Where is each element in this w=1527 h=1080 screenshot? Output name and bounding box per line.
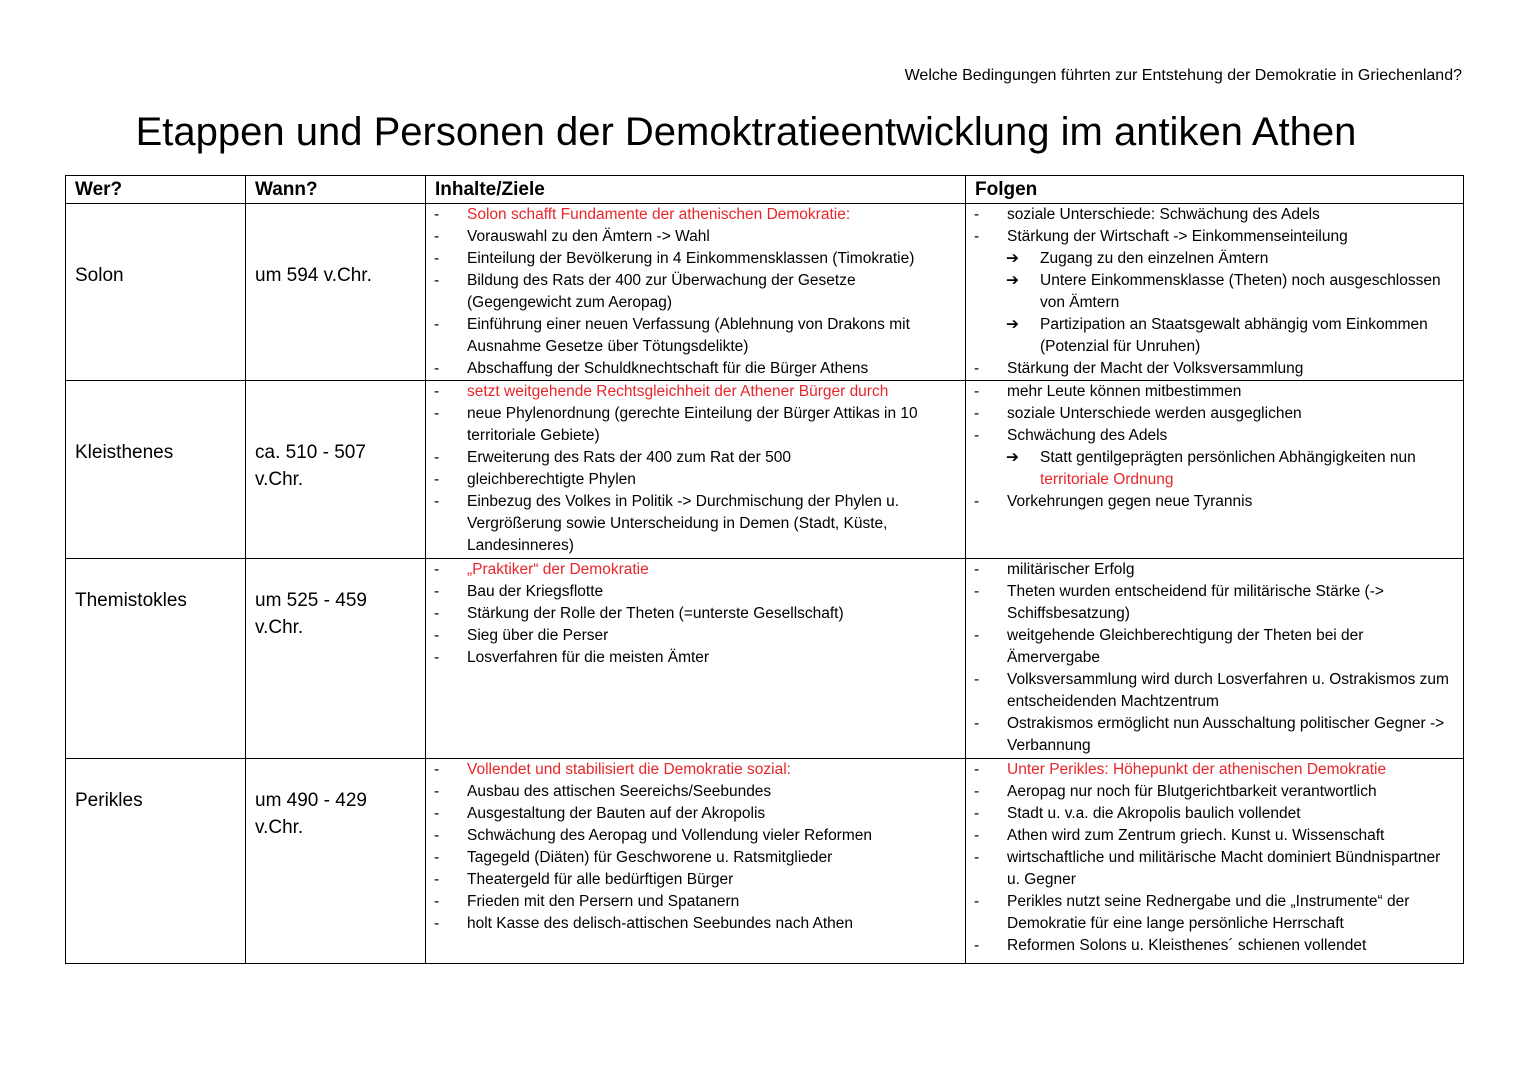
goals-cell-list xyxy=(426,381,965,557)
date-text: um 490 - 429 v.Chr. xyxy=(255,790,367,838)
dash-bullet: - xyxy=(434,272,440,289)
list-item-text: neue Phylenordnung (gerechte Einteilung der Bürger Attikas in 10 territoriale Gebiete) xyxy=(467,405,918,444)
person-cell xyxy=(66,759,246,964)
list-item xyxy=(966,425,1463,447)
goals-cell-list xyxy=(426,559,965,669)
list-item-text: Untere Einkommensklasse (Theten) noch ausgeschlossen von Ämtern xyxy=(1040,272,1441,311)
list-item-text: Theatergeld für alle bedürftigen Bürger xyxy=(467,871,734,888)
list-item xyxy=(426,559,965,581)
list-item xyxy=(966,491,1463,513)
goals-cell xyxy=(426,204,966,381)
column-header-goals: Inhalte/Ziele xyxy=(426,176,966,204)
dash-bullet: - xyxy=(434,893,440,910)
list-item xyxy=(426,403,965,447)
column-header-consequences: Folgen xyxy=(966,176,1464,204)
list-item-text: Tagegeld (Diäten) für Geschworene u. Ratsmitglieder xyxy=(467,849,833,866)
list-item-text: militärischer Erfolg xyxy=(1007,561,1135,578)
list-item-text: Solon schafft Fundamente der athenischen Demokratie: xyxy=(467,206,851,223)
list-item xyxy=(966,270,1463,314)
list-item-text: Unter Perikles: Höhepunkt der athenischen Demokratie xyxy=(1007,761,1387,778)
list-item xyxy=(966,781,1463,803)
list-item xyxy=(426,603,965,625)
list-item-text: soziale Unterschiede: Schwächung des Adels xyxy=(1007,206,1320,223)
list-item-text: Ausgestaltung der Bauten auf der Akropolis xyxy=(467,805,766,822)
table-row xyxy=(66,381,1464,559)
date-text: um 525 - 459 v.Chr. xyxy=(255,590,367,638)
list-item xyxy=(966,625,1463,669)
column-header-who: Wer? xyxy=(66,176,246,204)
date-text: um 594 v.Chr. xyxy=(255,265,372,286)
person-cell xyxy=(66,381,246,559)
list-item-text: setzt weitgehende Rechtsgleichheit der Athener Bürger durch xyxy=(467,383,889,400)
list-item-text: Vorauswahl zu den Ämtern -> Wahl xyxy=(467,228,710,245)
date-cell xyxy=(246,759,426,964)
list-item-text: „Praktiker“ der Demokratie xyxy=(467,561,649,578)
list-item-text: Stadt u. v.a. die Akropolis baulich vollendet xyxy=(1007,805,1301,822)
list-item-text: Reformen Solons u. Kleisthenes´ schienen vollendet xyxy=(1007,937,1367,954)
list-item xyxy=(426,226,965,248)
list-item xyxy=(966,891,1463,935)
table-row xyxy=(66,759,1464,964)
list-item-text: Bildung des Rats der 400 zur Überwachung der Gesetze (Gegengewicht zum Aeropag) xyxy=(467,272,856,311)
list-item-text: wirtschaftliche und militärische Macht dominiert Bündnispartner u. Gegner xyxy=(1007,849,1441,888)
dash-bullet: - xyxy=(434,805,440,822)
date-cell xyxy=(246,381,426,559)
list-item xyxy=(426,847,965,869)
person-name: Themistokles xyxy=(75,590,187,611)
person-name: Perikles xyxy=(75,790,143,811)
dash-bullet: - xyxy=(974,383,980,400)
list-item-text: Frieden mit den Persern und Spatanern xyxy=(467,893,740,910)
list-item xyxy=(426,869,965,891)
dash-bullet: - xyxy=(974,671,980,688)
consequences-cell-list xyxy=(966,204,1463,380)
consequences-cell xyxy=(966,204,1464,381)
page-title: Etappen und Personen der Demoktratieentwicklung im antiken Athen xyxy=(135,110,1357,154)
dash-bullet: - xyxy=(434,761,440,778)
dash-bullet: - xyxy=(434,250,440,267)
list-item xyxy=(966,825,1463,847)
list-item-text: Vorkehrungen gegen neue Tyrannis xyxy=(1007,493,1253,510)
list-item xyxy=(426,447,965,469)
dash-bullet: - xyxy=(434,783,440,800)
dash-bullet: - xyxy=(974,228,980,245)
table-header-row xyxy=(66,176,1464,204)
list-item xyxy=(966,358,1463,380)
list-item xyxy=(426,759,965,781)
dash-bullet: - xyxy=(974,583,980,600)
arrow-right-icon: ➔ xyxy=(1006,449,1019,466)
goals-cell xyxy=(426,559,966,759)
date-cell xyxy=(246,204,426,381)
list-item-text: Aeropag nur noch für Blutgerichtbarkeit verantwortlich xyxy=(1007,783,1377,800)
list-item xyxy=(426,781,965,803)
list-item-text: Stärkung der Macht der Volksversammlung xyxy=(1007,360,1304,377)
list-item-text: mehr Leute können mitbestimmen xyxy=(1007,383,1242,400)
list-item xyxy=(426,625,965,647)
dash-bullet: - xyxy=(434,915,440,932)
list-item xyxy=(966,204,1463,226)
list-item xyxy=(966,935,1463,957)
list-item xyxy=(426,825,965,847)
list-item-text: Einteilung der Bevölkerung in 4 Einkommensklassen (Timokratie) xyxy=(467,250,915,267)
goals-cell-list xyxy=(426,759,965,935)
dash-bullet: - xyxy=(434,827,440,844)
list-item xyxy=(426,647,965,669)
list-item xyxy=(966,581,1463,625)
list-item-text: Theten wurden entscheidend für militärische Stärke (-> Schiffsbesatzung) xyxy=(1007,583,1384,622)
democracy-table xyxy=(65,175,1464,964)
list-item-text: Partizipation an Staatsgewalt abhängig vom Einkommen (Potenzial für Unruhen) xyxy=(1040,316,1428,355)
list-item xyxy=(966,226,1463,248)
dash-bullet: - xyxy=(974,849,980,866)
list-item xyxy=(426,381,965,403)
list-item xyxy=(426,803,965,825)
list-item-text: Stärkung der Rolle der Theten (=unterste Gesellschaft) xyxy=(467,605,844,622)
date-cell xyxy=(246,559,426,759)
person-name: Kleisthenes xyxy=(75,442,174,463)
list-item xyxy=(426,891,965,913)
list-item xyxy=(966,759,1463,781)
dash-bullet: - xyxy=(974,893,980,910)
dash-bullet: - xyxy=(974,715,980,732)
list-item-text: Athen wird zum Zentrum griech. Kunst u. Wissenschaft xyxy=(1007,827,1385,844)
table-row xyxy=(66,559,1464,759)
dash-bullet: - xyxy=(434,206,440,223)
table-row xyxy=(66,204,1464,381)
list-item xyxy=(966,559,1463,581)
list-item-text: weitgehende Gleichberechtigung der Theten bei der Ämervergabe xyxy=(1007,627,1364,666)
arrow-right-icon: ➔ xyxy=(1006,250,1019,267)
list-item xyxy=(966,447,1463,491)
list-item xyxy=(426,358,965,380)
list-item xyxy=(426,248,965,270)
list-item-text: Sieg über die Perser xyxy=(467,627,609,644)
dash-bullet: - xyxy=(974,561,980,578)
arrow-right-icon: ➔ xyxy=(1006,272,1019,289)
dash-bullet: - xyxy=(434,405,440,422)
dash-bullet: - xyxy=(434,583,440,600)
list-item-text: Schwächung des Adels xyxy=(1007,427,1168,444)
list-item-text: Ausbau des attischen Seereichs/Seebundes xyxy=(467,783,772,800)
dash-bullet: - xyxy=(974,783,980,800)
consequences-cell xyxy=(966,381,1464,559)
list-item-text: Stärkung der Wirtschaft -> Einkommenseinteilung xyxy=(1007,228,1348,245)
list-item-text: Vollendet und stabilisiert die Demokratie sozial: xyxy=(467,761,791,778)
dash-bullet: - xyxy=(434,605,440,622)
dash-bullet: - xyxy=(434,360,440,377)
list-item-text: Volksversammlung wird durch Losverfahren u. Ostrakismos zum entscheidenden Machtzentrum xyxy=(1007,671,1449,710)
list-item-text: Zugang zu den einzelnen Ämtern xyxy=(1040,250,1269,267)
consequences-cell xyxy=(966,559,1464,759)
list-item xyxy=(426,581,965,603)
dash-bullet: - xyxy=(974,937,980,954)
list-item xyxy=(426,913,965,935)
goals-cell xyxy=(426,759,966,964)
list-item xyxy=(426,469,965,491)
person-name: Solon xyxy=(75,265,124,286)
list-item xyxy=(426,314,965,358)
dash-bullet: - xyxy=(434,383,440,400)
goals-cell xyxy=(426,381,966,559)
dash-bullet: - xyxy=(434,649,440,666)
dash-bullet: - xyxy=(974,493,980,510)
list-item-text: holt Kasse des delisch-attischen Seebundes nach Athen xyxy=(467,915,854,932)
dash-bullet: - xyxy=(434,849,440,866)
dash-bullet: - xyxy=(434,493,440,510)
dash-bullet: - xyxy=(974,827,980,844)
list-item xyxy=(966,803,1463,825)
list-item-text: Abschaffung der Schuldknechtschaft für die Bürger Athens xyxy=(467,360,869,377)
consequences-cell-list xyxy=(966,559,1463,757)
list-item-text: Bau der Kriegsflotte xyxy=(467,583,604,600)
dash-bullet: - xyxy=(434,449,440,466)
date-text: ca. 510 - 507 v.Chr. xyxy=(255,442,366,490)
list-item-text: Perikles nutzt seine Rednergabe und die „Instrumente“ der Demokratie für eine lange persönliche Herrschaft xyxy=(1007,893,1410,932)
list-item xyxy=(966,248,1463,270)
goals-cell-list xyxy=(426,204,965,380)
list-item-text: Erweiterung des Rats der 400 zum Rat der 500 xyxy=(467,449,791,466)
dash-bullet: - xyxy=(974,761,980,778)
column-header-when: Wann? xyxy=(246,176,426,204)
dash-bullet: - xyxy=(974,805,980,822)
list-item-text: Statt gentilgeprägten persönlichen Abhängigkeiten nun xyxy=(1040,449,1416,466)
list-item-text: soziale Unterschiede werden ausgeglichen xyxy=(1007,405,1302,422)
dash-bullet: - xyxy=(974,360,980,377)
list-item-text: Einbezug des Volkes in Politik -> Durchmischung der Phylen u. Vergrößerung sowie Unterscheidung in Demen (Stadt, Küste, Landesinneres) xyxy=(467,493,900,554)
dash-bullet: - xyxy=(434,871,440,888)
dash-bullet: - xyxy=(974,405,980,422)
consequences-cell-list xyxy=(966,381,1463,513)
dash-bullet: - xyxy=(434,561,440,578)
list-item xyxy=(966,403,1463,425)
person-cell xyxy=(66,204,246,381)
highlight-text: territoriale Ordnung xyxy=(1040,471,1174,488)
list-item-text: Einführung einer neuen Verfassung (Ablehnung von Drakons mit Ausnahme Gesetze über Tötungsdelikte) xyxy=(467,316,910,355)
list-item-text: Losverfahren für die meisten Ämter xyxy=(467,649,710,666)
list-item-text: gleichberechtigte Phylen xyxy=(467,471,636,488)
list-item xyxy=(426,270,965,314)
list-item-text: Ostrakismos ermöglicht nun Ausschaltung politischer Gegner -> Verbannung xyxy=(1007,715,1445,754)
list-item xyxy=(966,669,1463,713)
dash-bullet: - xyxy=(434,471,440,488)
list-item xyxy=(426,491,965,557)
person-cell xyxy=(66,559,246,759)
list-item xyxy=(966,847,1463,891)
dash-bullet: - xyxy=(974,627,980,644)
guiding-question: Welche Bedingungen führten zur Entstehung der Demokratie in Griechenland? xyxy=(904,67,1462,84)
dash-bullet: - xyxy=(434,627,440,644)
arrow-right-icon: ➔ xyxy=(1006,316,1019,333)
list-item xyxy=(966,713,1463,757)
consequences-cell xyxy=(966,759,1464,964)
list-item xyxy=(426,204,965,226)
consequences-cell-list xyxy=(966,759,1463,957)
list-item xyxy=(966,314,1463,358)
dash-bullet: - xyxy=(974,206,980,223)
list-item-text: Schwächung des Aeropag und Vollendung vieler Reformen xyxy=(467,827,872,844)
dash-bullet: - xyxy=(974,427,980,444)
list-item xyxy=(966,381,1463,403)
dash-bullet: - xyxy=(434,228,440,245)
dash-bullet: - xyxy=(434,316,440,333)
